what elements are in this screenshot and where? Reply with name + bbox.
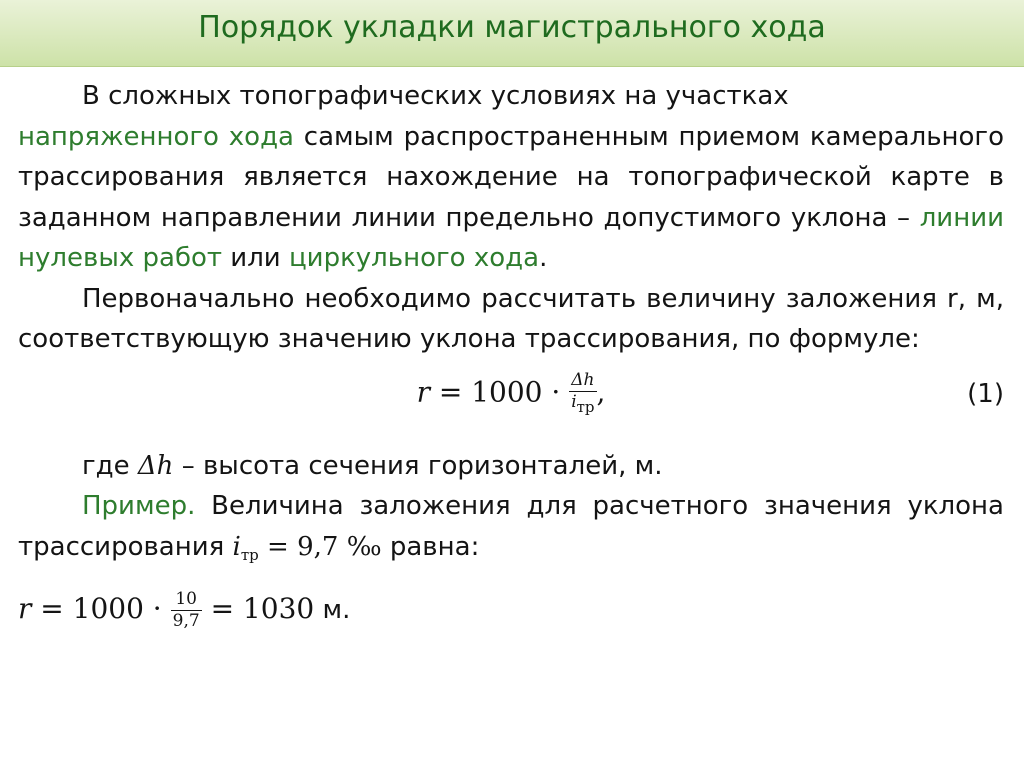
definition-text: – высота сечения горизонталей, м. — [173, 450, 663, 481]
formula-1-fraction — [569, 370, 596, 418]
example-value: = 9,7 ‰ — [258, 531, 382, 562]
example-label: Пример. — [82, 491, 196, 521]
intro-text: В сложных топографических условиях на участках — [82, 81, 789, 111]
example-sub: тр — [240, 545, 259, 564]
example-text: Величина заложения для расчетного значения уклона трассирования — [18, 491, 1004, 562]
paragraph-intro — [18, 76, 1004, 279]
intro-text-continued: самым распространенным приемом камерального трассирования является нахождение на топографической карте в заданном направлении линии предельно допустимого уклона – — [18, 121, 1004, 233]
formula-1-row — [18, 360, 1004, 446]
formula-1-equals: = 1000 · — [429, 375, 570, 408]
formula-1-number: (1) — [967, 378, 1004, 409]
formula-2-fraction — [171, 589, 202, 632]
paragraph-formula-intro: Первоначально необходимо рассчитать величину заложения r, м, соответствующую значению уклона трассирования, по формуле: — [18, 283, 1004, 354]
formula-1-numerator: Δh — [571, 369, 595, 390]
formula-1 — [18, 370, 1004, 418]
term-stressed-route: напряженного хода — [18, 121, 294, 152]
formula-1-denominator-var: i — [571, 391, 577, 412]
intro-text-or: или — [222, 243, 289, 273]
slide-title-bar — [0, 0, 1024, 67]
example-text-end: равна: — [381, 531, 480, 562]
term-compass-route: циркульного хода — [288, 243, 540, 273]
formula-1-denominator — [569, 391, 596, 418]
formula-1-trailing: , — [596, 375, 606, 408]
definition-line — [18, 446, 1004, 487]
intro-text-end: . — [539, 243, 548, 273]
formula-2-unit: м. — [314, 595, 351, 625]
formula-2-lhs: r — [18, 592, 32, 625]
formula-2-equals: = 1000 · — [31, 592, 171, 625]
term-zero-work-line: линии нулевых работ — [18, 202, 1004, 273]
formula-1-lhs: r — [416, 375, 430, 408]
formula-2 — [18, 589, 1004, 632]
formula-1-denominator-sub: тр — [576, 397, 595, 416]
definition-symbol: Δh — [137, 450, 174, 481]
slide-content — [18, 76, 1004, 632]
definition-prefix: где — [82, 450, 138, 481]
example-paragraph — [18, 486, 1004, 575]
formula-2-numerator: 10 — [175, 589, 197, 609]
formula-2-result: = 1030 — [201, 592, 315, 625]
example-var: i — [232, 531, 241, 562]
formula-2-denominator: 9,7 — [172, 611, 200, 631]
slide-title: Порядок укладки магистрального хода — [198, 10, 826, 45]
